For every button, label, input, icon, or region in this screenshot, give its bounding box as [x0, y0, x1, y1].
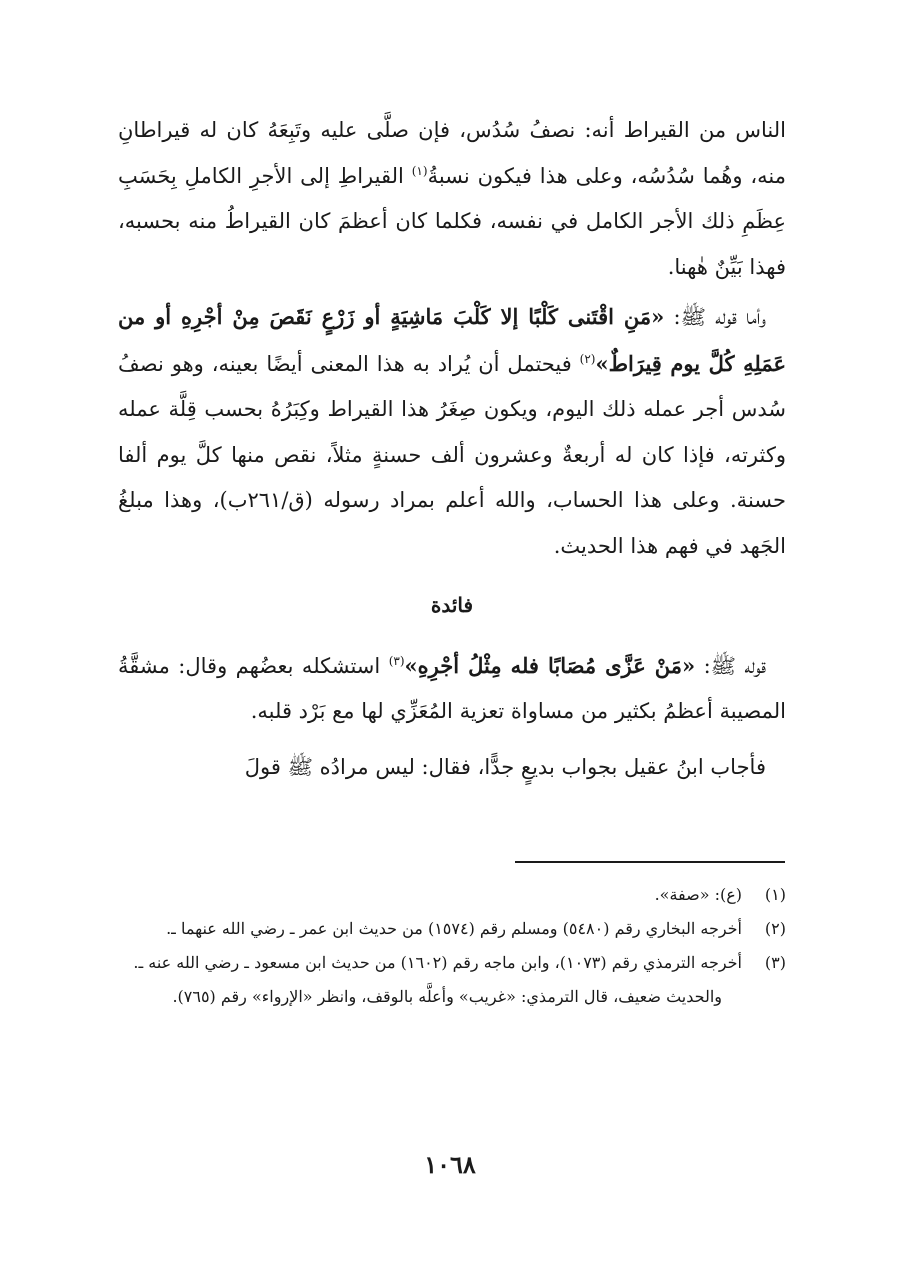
hadith-quote-2: «مَنْ عَزَّى مُصَابًا فله مِثْلُ أجْرِهِ» [404, 652, 696, 678]
paragraph-2-rest: فيحتمل أن يُراد به هذا المعنى أيضًا بعينه، وهو نصفُ سُدس أجر عمله ذلك اليوم، ويكون صِغَرُ هذا القيراط وكِبَرُهُ بحسب قِلَّة عمله وكثرته، فإذا كان له أربعةٌ وعشرون ألف حسنةٍ مثلاً، نقص منها كلَّ يوم ألفا حسنة. وعلى هذا الحساب، والله أعلم بمراد رسوله (ق/٢٦١ب)، وهذا مبلغُ الجَهد في فهم هذا الحديث. [118, 351, 786, 558]
footnote-ref-2: (٢) [579, 351, 596, 366]
paragraph-3-lead: قوله ﷺ: [695, 653, 766, 678]
footnote-item [118, 878, 786, 912]
paragraph-1-rest: القيراطِ إلى الأجرِ الكاملِ بِحَسَبِ عِظَمِ ذلك الأجر الكامل في نفسه، فكلما كان أعظمَ كان القيراطُ منه بحسبه، فهذا بَيِّنٌ هٰهنا. [118, 163, 786, 279]
footnote-divider [515, 861, 785, 863]
footnote-text: (ع): «صفة». [654, 885, 742, 904]
footnote-number: (١) [764, 885, 786, 904]
paragraph-4 [118, 745, 786, 791]
footnote-ref-3: (٣) [388, 653, 405, 668]
paragraph-1 [118, 108, 786, 290]
footnote-continuation: والحديث ضعيف، قال الترمذي: «غريب» وأعلَّه بالوقف، وانظر «الإرواء» رقم (٧٦٥). [172, 987, 722, 1006]
paragraph-2-lead: وأما قوله ﷺ: [664, 305, 766, 329]
paragraph-3-rest: استشكله بعضُهم وقال: مشقَّةُ المصيبة أعظمُ بكثير من مساواة تعزية المُعَزِّي لها مع بَرْد قلبه. [118, 653, 786, 723]
paragraph-3 [118, 643, 786, 735]
footnote-text: أخرجه البخاري رقم (٥٤٨٠) ومسلم رقم (١٥٧٤) من حديث ابن عمر ـ رضي الله عنهما ـ. [166, 919, 742, 938]
hadith-quote-1: «مَنِ اقْتَنى كَلْبًا إلا كَلْبَ مَاشِيَةٍ أو زَرْعٍ نَقَصَ مِنْ أجْرِهِ أو من عَمَلِهِ كُلَّ يوم قِيرَاطٌ» [118, 304, 786, 376]
footnote-number: (٣) [764, 953, 786, 972]
paragraph-1-text: الناس من القيراط أنه: نصفُ سُدُس، فإن صلَّى عليه وتَبِعَهُ كان له قيراطانِ منه، وهُما سُدُسُه، وعلى هذا فيكون نسبةُ [118, 118, 786, 188]
footnote-ref-1: (١) [411, 163, 428, 178]
footnote-number: (٢) [764, 919, 786, 938]
footnote-text: أخرجه الترمذي رقم (١٠٧٣)، وابن ماجه رقم (١٦٠٢) من حديث ابن مسعود ـ رضي الله عنه ـ. [133, 953, 742, 972]
section-heading: فائدة [430, 593, 474, 617]
main-text [118, 108, 786, 790]
footnote-item [118, 912, 786, 946]
paragraph-2 [118, 294, 786, 569]
footnotes [118, 878, 786, 1014]
paragraph-4-text: فأجاب ابنُ عقيل بجواب بديعٍ جدًّا، فقال: ليس مرادُه ﷺ قولَ [244, 754, 766, 779]
footnote-item [118, 946, 786, 980]
page-number: ١٠٦٨ [424, 1150, 476, 1179]
